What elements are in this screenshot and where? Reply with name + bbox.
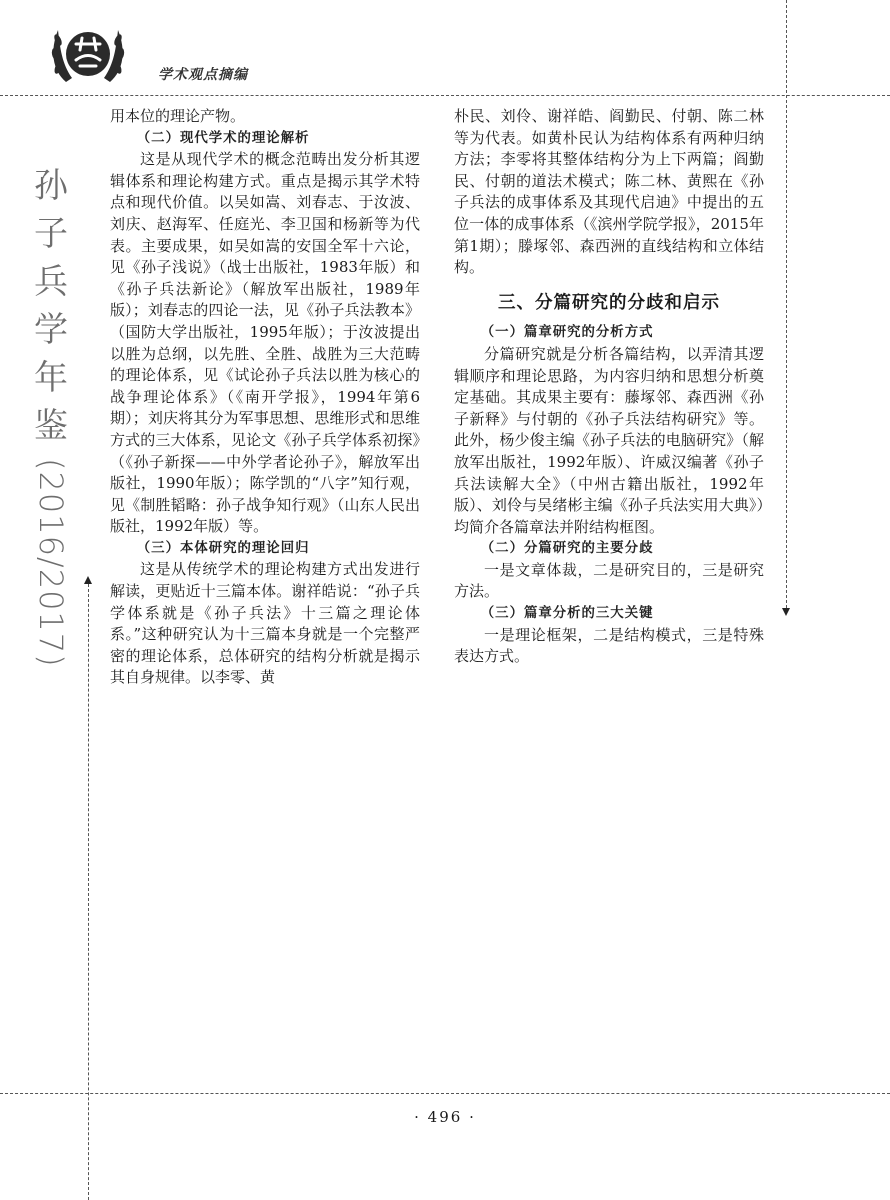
- body-paragraph: 这是从现代学术的概念范畴出发分析其逻辑体系和理论构建方式。重点是揭示其学术特点和现代价值。以吴如嵩、刘春志、于汝波、刘庆、赵海军、任庭光、李卫国和杨新等为代表。主要成果，如吴如嵩的安国全军十六论，见《孙子浅说》（战士出版社，1983年版）和《孙子兵法新论》（解放军出版社，1989年版）；刘春志的四论一法，见《孙子兵法教本》（国防大学出版社，1995年版）；于汝波提出以胜为总纲，以先胜、全胜、战胜为三大范畴的理论体系，见《试论孙子兵法以胜为核心的战争理论体系》（《南开学报》，1994年第6期）；刘庆将其分为军事思想、思维形式和思维方式的三大体系，见论文《孙子兵学体系初探》（《孙子新探——中外学者论孙子》，解放军出版社，1990年版）；陈学凯的“八字”知行观，见《制胜韬略：孙子战争知行观》（山东人民出版社，1992年版）等。: [110, 150, 420, 536]
- body-paragraph: 一是理论框架，二是结构模式，三是特殊表达方式。: [454, 625, 764, 666]
- book-title-char: 兵: [34, 262, 68, 302]
- book-title-char: 孙: [34, 166, 68, 206]
- right-cut-line: [786, 0, 787, 608]
- left-cut-arrow-icon: [84, 576, 92, 584]
- book-title-char: 学: [34, 310, 68, 350]
- laurel-emblem-icon: [46, 14, 130, 90]
- body-paragraph: 一是文章体裁，二是研究目的，三是研究方法。: [454, 560, 764, 601]
- book-title-vertical: [25, 162, 77, 668]
- book-title-char: 鉴: [34, 406, 68, 446]
- right-cut-arrow-icon: [782, 608, 790, 616]
- body-paragraph: 这是从传统学术的理论构建方式出发进行解读，更贴近十三篇本体。谢祥皓说：“孙子兵学体系就是《孙子兵法》十三篇之理论体系。”这种研究认为十三篇本身就是一个完整严密的理论体系，总体研究的结构分析就是揭示其自身规律。以李零、黄: [110, 560, 420, 687]
- subsection-heading: （三）篇章分析的三大关键: [480, 606, 654, 622]
- subsection-heading: （三）本体研究的理论回归: [136, 540, 310, 556]
- subsection-heading: （二）现代学术的理论解析: [136, 130, 310, 146]
- right-column: [454, 106, 764, 668]
- section-heading: 三、分篇研究的分歧和启示: [498, 292, 720, 313]
- body-paragraph: 朴民、刘伶、谢祥皓、阎勤民、付朝、陈二林等为代表。如黄朴民认为结构体系有两种归纳方法；李零将其整体结构分为上下两篇；阎勤民、付朝的道法术模式；陈二林、黄熙在《孙子兵法的成事体系及其现代启迪》中提出的五位一体的成事体系（《滨州学院学报》，2015年第1期）；滕塚邻、森西洲的直线结构和立体结构。: [454, 107, 764, 277]
- body-paragraph: 用本位的理论产物。: [110, 107, 246, 125]
- book-year: (2016/2017): [32, 458, 70, 668]
- subsection-heading: （二）分篇研究的主要分歧: [480, 541, 654, 557]
- top-cut-line: [0, 95, 890, 96]
- book-title-char: 子: [34, 214, 68, 254]
- subsection-heading: （一）篇章研究的分析方式: [480, 325, 654, 341]
- page-number: · 496 ·: [414, 1108, 476, 1126]
- section-label: 学术观点摘编: [158, 67, 248, 83]
- body-paragraph: 分篇研究就是分析各篇结构，以弄清其逻辑顺序和理论思路，为内容归纳和思想分析奠定基础。其成果主要有：藤塚邻、森西洲《孙子新释》与付朝的《孙子兵法结构研究》等。此外，杨少俊主编《孙子兵法的电脑研究》（解放军出版社，1992年版）、许威汉编著《孙子兵法读解大全》（中州古籍出版社，1992年版）、刘伶与吴绪彬主编《孙子兵法实用大典》）均简介各篇章法并附结构框图。: [454, 344, 764, 536]
- left-column: [110, 106, 420, 689]
- book-title-char: 年: [34, 358, 68, 398]
- bottom-cut-line: [0, 1093, 890, 1094]
